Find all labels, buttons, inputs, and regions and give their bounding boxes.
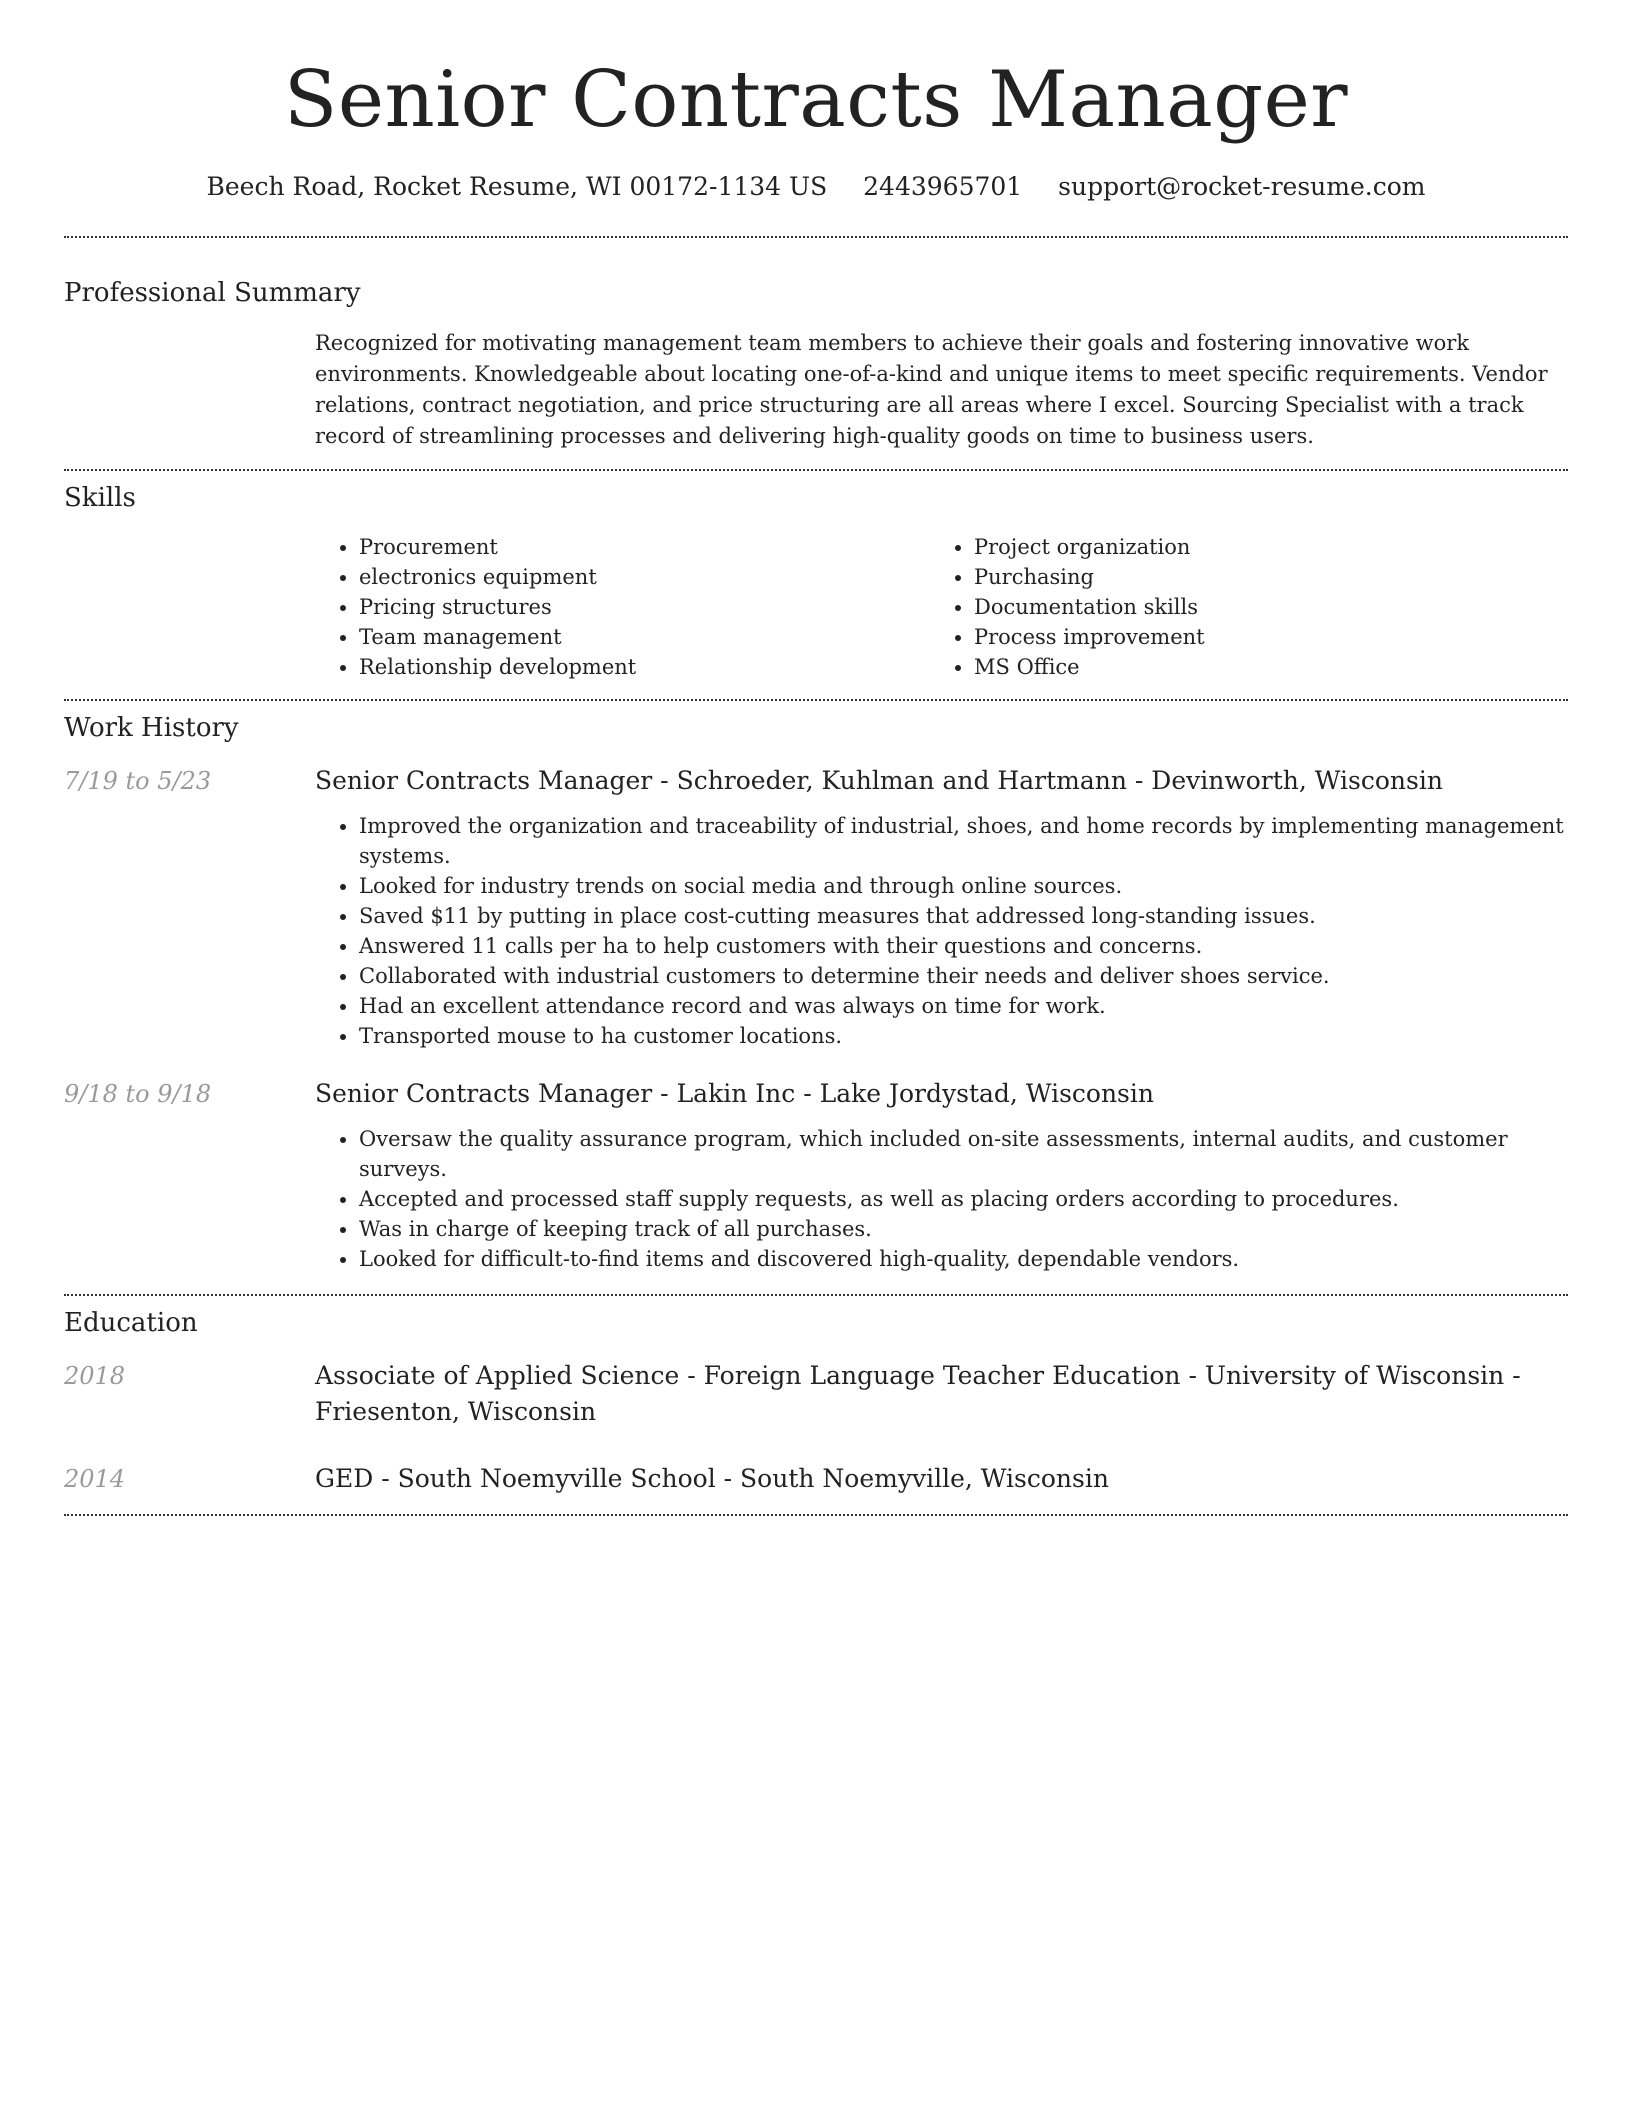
job-bullet: • Was in charge of keeping track of all purchases. [359,1214,1568,1244]
skill-item: • Process improvement [974,622,1545,652]
divider [64,236,1568,238]
job-body [315,1076,1568,1274]
skill-item: • Purchasing [974,562,1545,592]
skills-column-right [930,532,1545,682]
contact-address: Beech Road, Rocket Resume, WI 00172-1134 US [206,172,828,201]
job-entry [64,763,1568,1051]
job-bullet: • Had an excellent attendance record and was always on time for work. [359,991,1568,1021]
job-body [315,763,1568,1051]
job-bullet: • Improved the organization and traceability of industrial, shoes, and home records by implementing management systems. [359,811,1568,871]
job-bullet: • Saved $11 by putting in place cost-cutting measures that addressed long-standing issues. [359,901,1568,931]
job-bullet: • Collaborated with industrial customers to determine their needs and deliver shoes service. [359,961,1568,991]
education-title: Education [64,1308,198,1338]
education-heading: GED - South Noemyville School - South Noemyville, Wisconsin [315,1464,1109,1493]
contact-email: support@rocket-resume.com [1058,172,1426,201]
education-entry [64,1461,1568,1497]
divider [64,1294,1568,1296]
job-entry [64,1076,1568,1274]
skill-item: • Documentation skills [974,592,1545,622]
job-bullet: • Accepted and processed staff supply requests, as well as placing orders according to procedures. [359,1184,1568,1214]
divider [64,469,1568,471]
work-title: Work History [64,713,239,743]
job-bullet: • Transported mouse to ha customer locations. [359,1021,1568,1051]
summary-text: Recognized for motivating management team members to achieve their goals and fostering innovative work environments. Knowledgeable about locating one-of-a-kind and unique items to meet specific requirements. Vendor relations, contract negotiation, and price structuring are all areas where I excel. Sourcing Specialist with a track record of streamlining processes and delivering high-quality goods on time to business users. [315,331,1548,448]
summary-title: Professional Summary [64,278,361,308]
skill-item: • Team management [359,622,930,652]
education-body [315,1358,1568,1430]
job-heading: Senior Contracts Manager - Schroeder, Kuhlman and Hartmann - Devinworth, Wisconsin [315,766,1443,795]
skills-title: Skills [64,483,136,513]
skills-column-left [315,532,930,682]
job-bullet: • Looked for industry trends on social media and through online sources. [359,871,1568,901]
skills-grid [315,532,1568,682]
contact-line [64,170,1568,204]
job-heading: Senior Contracts Manager - Lakin Inc - Lake Jordystad, Wisconsin [315,1079,1154,1108]
job-bullets [315,811,1568,1051]
skill-item: • Project organization [974,532,1545,562]
education-body [315,1461,1568,1497]
education-year: 2018 [64,1362,126,1390]
divider [64,1514,1568,1516]
education-year: 2014 [64,1465,126,1493]
resume-name: Senior Contracts Manager [283,55,1349,145]
resume-page [64,0,1568,1516]
education-entry [64,1358,1568,1430]
contact-phone: 2443965701 [863,172,1023,201]
skill-item: • Procurement [359,532,930,562]
skill-item: • Relationship development [359,652,930,682]
skill-item: • electronics equipment [359,562,930,592]
education-heading: Associate of Applied Science - Foreign Language Teacher Education - University of Wisconsin - Friesenton, Wisconsin [315,1361,1521,1426]
divider [64,699,1568,701]
job-dates: 7/19 to 5/23 [64,767,212,795]
job-bullet: • Looked for difficult-to-find items and discovered high-quality, dependable vendors. [359,1244,1568,1274]
skill-item: • MS Office [974,652,1545,682]
skill-item: • Pricing structures [359,592,930,622]
job-dates: 9/18 to 9/18 [64,1080,212,1108]
job-bullets [315,1124,1568,1274]
job-bullet: • Oversaw the quality assurance program, which included on-site assessments, internal audits, and customer surveys. [359,1124,1568,1184]
job-bullet: • Answered 11 calls per ha to help customers with their questions and concerns. [359,931,1568,961]
